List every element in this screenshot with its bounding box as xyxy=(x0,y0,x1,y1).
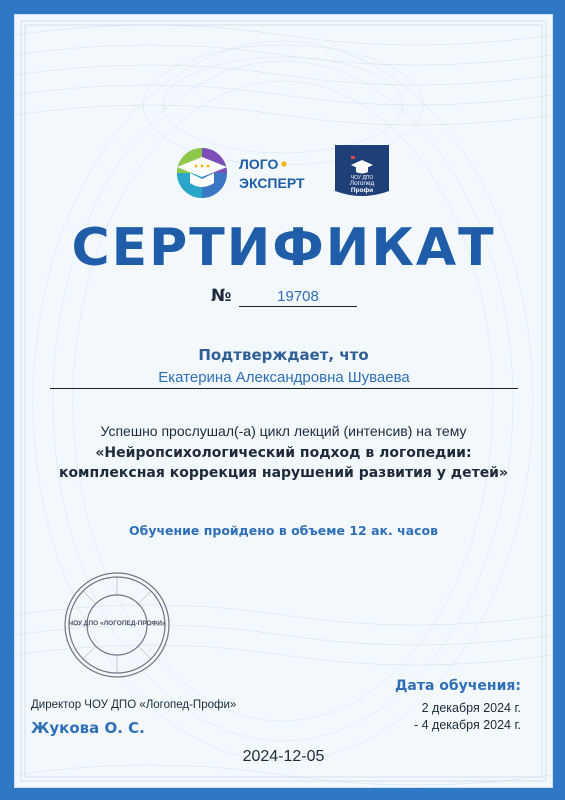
course-theme-line1: «Нейропсихологический подход в логопедии: xyxy=(95,445,472,461)
number-sign: № xyxy=(211,286,232,306)
seal-text: ЧОУ ДПО «ЛОГОПЕД-ПРОФИ» xyxy=(68,620,166,627)
issue-date: 2024-12-05 xyxy=(242,748,325,765)
logos-area xyxy=(15,135,552,215)
study-date-start: 2 декабря 2024 г. xyxy=(421,701,521,715)
recipient-name: Екатерина Александровна Шуваева xyxy=(50,369,518,389)
logo-expert-text2: ЭКСПЕРТ xyxy=(239,175,305,191)
course-theme xyxy=(15,443,552,483)
logo-expert-text1: ЛОГО xyxy=(239,156,279,172)
course-description: Успешно прослушал(-а) цикл лекций (интенсив) на тему xyxy=(100,423,467,439)
certificate-number xyxy=(211,286,319,306)
svg-text:Профи: Профи xyxy=(350,187,374,194)
director-name: Жукова О. С. xyxy=(31,719,145,737)
logo-expert-icon xyxy=(177,148,227,198)
logoped-profi-logo xyxy=(335,145,389,196)
stamp-seal-icon xyxy=(62,570,172,680)
study-date-end: - 4 декабря 2024 г. xyxy=(413,718,521,732)
certificate-sheet xyxy=(14,14,553,788)
number-value: 19708 xyxy=(239,288,357,307)
course-theme-line2: комплексная коррекция нарушений развития у детей» xyxy=(58,465,509,481)
confirms-heading: Подтверждает, что xyxy=(198,346,369,364)
director-label: Директор ЧОУ ДПО «Логопед-Профи» xyxy=(31,699,237,711)
svg-text:Логопед: Логопед xyxy=(349,180,375,187)
certificate-title: СЕРТИФИКАТ xyxy=(71,218,496,278)
course-hours: Обучение пройдено в объеме 12 ак. часов xyxy=(128,523,439,538)
study-dates-title: Дата обучения: xyxy=(394,678,521,694)
svg-text:ЧОУ ДПО: ЧОУ ДПО xyxy=(350,175,374,181)
